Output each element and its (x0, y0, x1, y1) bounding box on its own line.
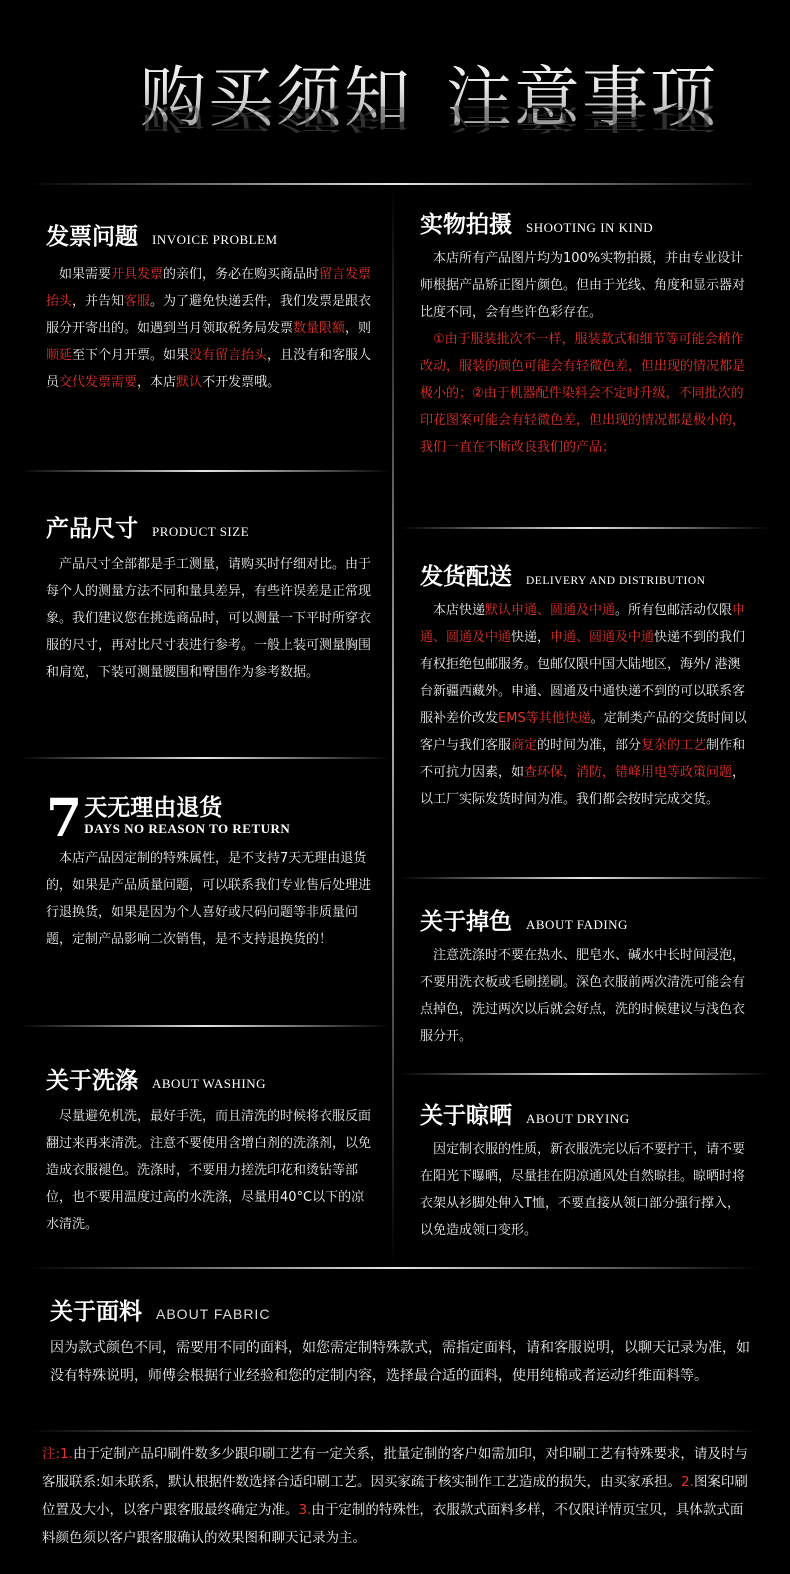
text-segment: 如果需要 (59, 267, 112, 282)
section-header (50, 1293, 750, 1326)
text-segment: 本店所有产品图片均为100%实物拍摄，并由专业设计师根据产品矫正图片颜色。但由于光线、角度和显示器对比度不同，会有些许色彩存在。 (420, 251, 746, 320)
divider-fabric-top (30, 1267, 760, 1269)
section-title-en: DAYS NO REASON TO RETURN (84, 821, 291, 836)
section-title-cn: 发票问题 (46, 223, 138, 250)
title-right-reflection: 注意事项 (446, 100, 718, 136)
divider-center (392, 186, 394, 1266)
section-product-size (46, 510, 374, 686)
text-segment: 。为了避免快递丢件，我们发票是跟衣服分开寄出的。如遇到当月领取税务局发票 (46, 294, 372, 336)
section-header (46, 1062, 374, 1095)
section-header (46, 788, 374, 849)
section-body (46, 845, 374, 953)
highlight-text: 交代发票需要 (59, 375, 138, 390)
text-segment: 因为款式颜色不同，需要用不同的面料，如您需定制特殊款式，需指定面料，请和客服说明，以聊天记录为准，如没有特殊说明，师傅会根据行业经验和您的定制内容，选择最合适的面料，使用纯棉或者运动纤维面料等。 (50, 1340, 750, 1384)
text-segment: 本店产品因定制的特殊属性，是不支持7天无理由退货的，如果是产品质量问题，可以联系我们专业售后处理进行退换货，如果是因为个人喜好或尺码问题等非质量问题，定制产品影响二次销售，是不支持退换货的！ (46, 851, 372, 947)
text-segment: 不开发票哦。 (202, 375, 281, 390)
section-returns (46, 788, 374, 953)
section-title-en: ABOUT FADING (526, 917, 628, 932)
section-body (46, 1103, 374, 1238)
section-title-cn: 天无理由退货 (84, 794, 223, 821)
section-header (420, 903, 750, 936)
section-title-cn: 关于掉色 (420, 908, 512, 935)
note-text: 由于定制产品印刷件数多少跟印刷工艺有一定关系，批量定制的客户如需加印，对印刷工艺有特殊要求，请及时与客服联系:如未联系，默认根据件数选择合适印刷工艺。因买家疏于核实制作工艺造成的损失，由买家承担。 (42, 1446, 748, 1490)
hero-header (0, 30, 790, 150)
text-segment: 因定制衣服的性质，新衣服洗完以后不要拧干，请不要在阳光下曝晒，尽量挂在阴凉通风处自然晾挂。晾晒时将衣架从衫脚处伸入T恤，不要直接从领口部分强行撑入，以免造成领口变形。 (420, 1142, 746, 1238)
section-header (420, 1097, 750, 1130)
highlight-text: 商定 (511, 738, 538, 753)
title-left-reflection: 购买须知 (140, 100, 412, 136)
divider-right-2 (400, 877, 770, 879)
section-title-en: SHOOTING IN KIND (526, 220, 654, 235)
text-segment: ，并告知 (72, 294, 125, 309)
section-title-en: ABOUT FABRIC (156, 1306, 271, 1322)
text-segment: 快递不到的我们有权拒绝包邮服务。包邮仅限中国大陆地区，海外/ 港澳台新疆西藏外。申通、圆通及中通快递不到的可以联系客服补差价改发 (420, 630, 746, 726)
highlight-text: 复杂的工艺 (641, 738, 707, 753)
text-segment: 快递， (511, 630, 551, 645)
text-segment: 产品尺寸全部都是手工测量，请购买时仔细对比。由于每个人的测量方法不同和量具差异，有些许误差是正常现象。我们建议您在挑选商品时，可以测量一下平时所穿衣服的尺寸，再对比尺寸表进行参考。一般上装可测量胸围和肩宽，下装可测量腰围和臀围作为参考数据。 (46, 557, 372, 680)
highlight-text: 默认申通、圆通及中通 (485, 603, 616, 618)
section-title-en: PRODUCT SIZE (152, 524, 250, 539)
section-title-cn: 关于晾晒 (420, 1102, 512, 1129)
section-delivery (420, 558, 750, 813)
highlight-text: 申通、圆通及中通 (420, 603, 746, 645)
highlight-text: 数量限额 (293, 321, 346, 336)
section-body (420, 245, 750, 461)
text-segment: ，本店 (137, 375, 177, 390)
note-number: 2. (681, 1474, 694, 1490)
section-shooting (420, 206, 750, 461)
text-segment: 至下个月开票。如果 (72, 348, 190, 363)
highlight-text: EMS等其他快递 (498, 711, 591, 726)
divider-notes-top (30, 1430, 760, 1432)
divider-top (30, 183, 760, 185)
section-title-en: ABOUT WASHING (152, 1076, 266, 1091)
section-drying (420, 1097, 750, 1244)
section-title-en: INVOICE PROBLEM (152, 232, 278, 247)
text-segment: 的亲们，务必在购买商品时 (163, 267, 320, 282)
note-number: 3. (298, 1502, 312, 1518)
section-title-cn: 产品尺寸 (46, 515, 138, 542)
note-text: 由于定制的特殊性，衣服款式面料多样，不仅限详情页宝贝，具体款式面料颜色须以客户跟客服确认的效果图和聊天记录为主。 (42, 1502, 744, 1546)
divider-right-3 (400, 1073, 770, 1075)
text-segment: 的时间为准，部分 (537, 738, 642, 753)
text-segment: 。定制类产品的交货时间以客户与我们客服 (420, 711, 747, 753)
section-title-cn: 实物拍摄 (420, 211, 512, 238)
text-segment: ，则 (345, 321, 372, 336)
section-body (420, 597, 750, 813)
highlight-text: ①由于服装批次不一样，服装款式和细节等可能会稍作改动，服装的颜色可能会有轻微色差，但出现的情况都是极小的；②由于机器配件染料会不定时升级，不同批次的印花图案可能会有轻微色差，但出现的情况都是极小的，我们一直在不断改良我们的产品； (420, 332, 746, 455)
section-fading (420, 903, 750, 1050)
text-segment: 制作和不可抗力因素，如 (420, 738, 746, 780)
text-segment: ，且没有和客服人员 (46, 348, 372, 390)
divider-left-3 (20, 1025, 390, 1027)
highlight-text: 留言发票抬头 (46, 267, 372, 309)
section-washing (46, 1062, 374, 1238)
notes (42, 1440, 754, 1552)
highlight-text: 查环保，消防，错峰用电等政策问题 (524, 765, 733, 780)
text-segment: 本店快递 (433, 603, 486, 618)
section-body (420, 1136, 750, 1244)
highlight-text: 客服 (124, 294, 151, 309)
section-title-cn: 关于洗涤 (46, 1067, 138, 1094)
section-body (46, 261, 374, 396)
divider-right-1 (400, 527, 770, 529)
section-body (46, 551, 374, 686)
section-header (420, 558, 750, 591)
section-body (50, 1334, 750, 1390)
divider-left-2 (20, 757, 390, 759)
highlight-text: 顺延 (46, 348, 73, 363)
title-reflection (140, 99, 718, 142)
section-fabric (50, 1293, 750, 1390)
divider-left-1 (20, 470, 390, 472)
note-text: 图案印刷位置及大小，以客户跟客服最终确定为准。 (42, 1474, 748, 1518)
title-left: 购买须知 (140, 59, 412, 136)
highlight-text: 没有留言抬头 (189, 348, 268, 363)
highlight-text: 开具发票 (111, 267, 164, 282)
section-title-en: DELIVERY AND DISTRIBUTION (526, 575, 706, 587)
section-header (420, 206, 750, 239)
highlight-text: 申通、圆通及中通 (550, 630, 655, 645)
text-segment: 尽量避免机洗，最好手洗，而且清洗的时候将衣服反面翻过来再来清洗。注意不要使用含增白剂的洗涤剂，以免造成衣服褪色。洗涤时，不要用力搓洗印花和烫钻等部位，也不要用温度过高的水洗涤，尽量用40°C以下的凉水清洗。 (46, 1109, 372, 1232)
section-body (420, 942, 750, 1050)
section-header (46, 510, 374, 543)
section-title-cn: 关于面料 (50, 1298, 142, 1325)
section-title-cn: 发货配送 (420, 563, 512, 590)
notes-label: 注:1. (42, 1446, 73, 1462)
section-header (46, 218, 374, 251)
returns-days-number: 7 (46, 788, 83, 849)
text-segment: 。所有包邮活动仅限 (615, 603, 733, 618)
section-invoice (46, 218, 374, 396)
text-segment: ，以工厂实际发货时间为准。我们都会按时完成交货。 (420, 765, 746, 807)
highlight-text: 默认 (176, 375, 203, 390)
section-title-en: ABOUT DRYING (526, 1111, 630, 1126)
title-right: 注意事项 (446, 59, 718, 136)
text-segment: 注意洗涤时不要在热水、肥皂水、碱水中长时间浸泡，不要用洗衣板或毛刷搓刷。深色衣服前两次清洗可能会有点掉色，洗过两次以后就会好点，洗的时候建议与浅色衣服分开。 (420, 948, 746, 1044)
